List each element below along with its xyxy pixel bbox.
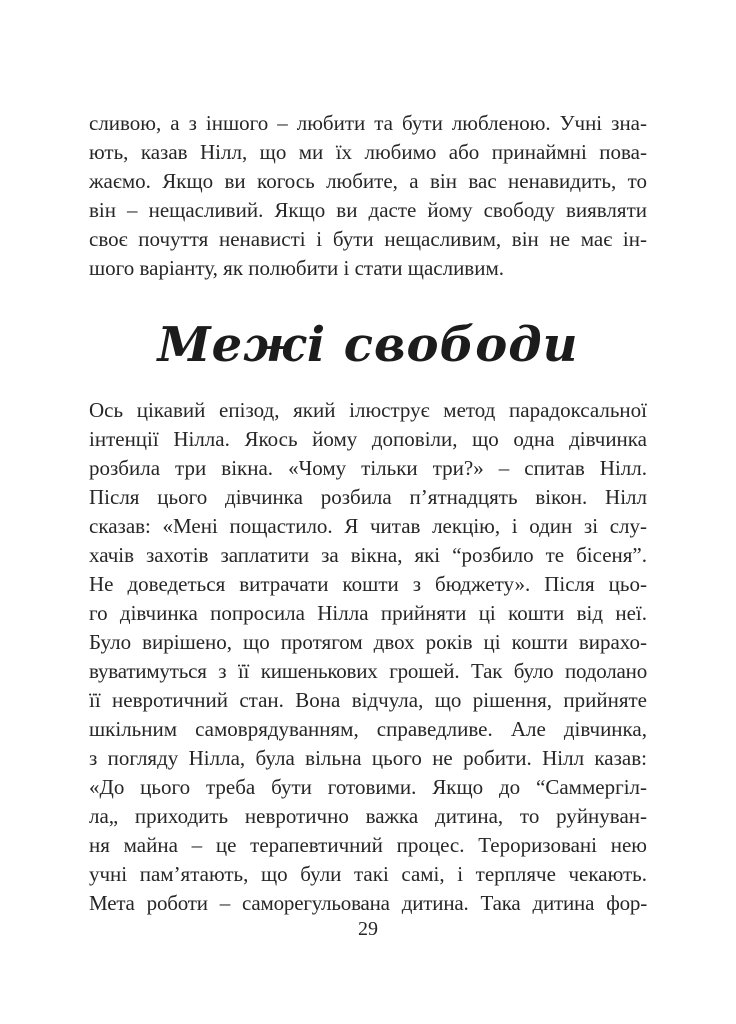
continuation-paragraph xyxy=(89,109,647,283)
text-line: Ось цікавий епізод, який ілюструє метод парадоксальної xyxy=(89,398,647,422)
text-line: Було вирішено, що протягом двох років ці кошти вирахо- xyxy=(89,630,647,654)
text-line: хачів захотів заплатити за вікна, які “розбило те бісеня”. xyxy=(89,543,647,567)
text-line: вуватимуться з її кишенькових грошей. Так було подолано xyxy=(89,659,647,683)
text-line: з погляду Нілла, була вільна цього не робити. Нілл казав: xyxy=(89,746,647,770)
text-line: він – нещасливий. Якщо ви дасте йому свободу виявляти xyxy=(89,198,647,222)
body-paragraph xyxy=(89,396,647,918)
text-line: інтенції Нілла. Якось йому доповіли, що одна дівчинка xyxy=(89,427,647,451)
text-line: її невротичний стан. Вона відчула, що рішення, прийняте xyxy=(89,688,647,712)
text-line: учні пам’ятають, що були такі самі, і терпляче чекають. xyxy=(89,862,647,886)
section-heading-title: Межі свободи xyxy=(157,317,579,373)
section-heading xyxy=(0,314,736,376)
text-line: Після цього дівчинка розбила п’ятнадцять вікон. Нілл xyxy=(89,485,647,509)
text-line: сливою, а з іншого – любити та бути любленою. Учні зна- xyxy=(89,111,647,135)
text-line: «До цього треба бути готовими. Якщо до “Саммергіл- xyxy=(89,775,647,799)
text-line: го дівчинка попросила Нілла прийняти ці кошти від неї. xyxy=(89,601,647,625)
text-line: розбила три вікна. «Чому тільки три?» – спитав Нілл. xyxy=(89,456,647,480)
text-line: Не доведеться витрачати кошти з бюджету». Після цьо- xyxy=(89,572,647,596)
text-line: Мета роботи – саморегульована дитина. Така дитина фор- xyxy=(89,891,647,915)
text-line: шого варіанту, як полюбити і стати щасливим. xyxy=(89,256,504,280)
text-line: ють, казав Нілл, що ми їх любимо або принаймні пова- xyxy=(89,140,647,164)
text-line: своє почуття ненависті і бути нещасливим, він не має ін- xyxy=(89,227,647,251)
text-line: шкільним самоврядуванням, справедливе. Але дівчинка, xyxy=(89,717,647,741)
text-line: жаємо. Якщо ви когось любите, а він вас ненавидить, то xyxy=(89,169,647,193)
text-line: ла„ приходить невротично важка дитина, то руйнуван- xyxy=(89,804,647,828)
page-number: 29 xyxy=(358,918,378,940)
text-line: ня майна – це терапевтичний процес. Тероризовані нею xyxy=(89,833,647,857)
text-line: сказав: «Мені пощастило. Я читав лекцію, і один зі слу- xyxy=(89,514,647,538)
